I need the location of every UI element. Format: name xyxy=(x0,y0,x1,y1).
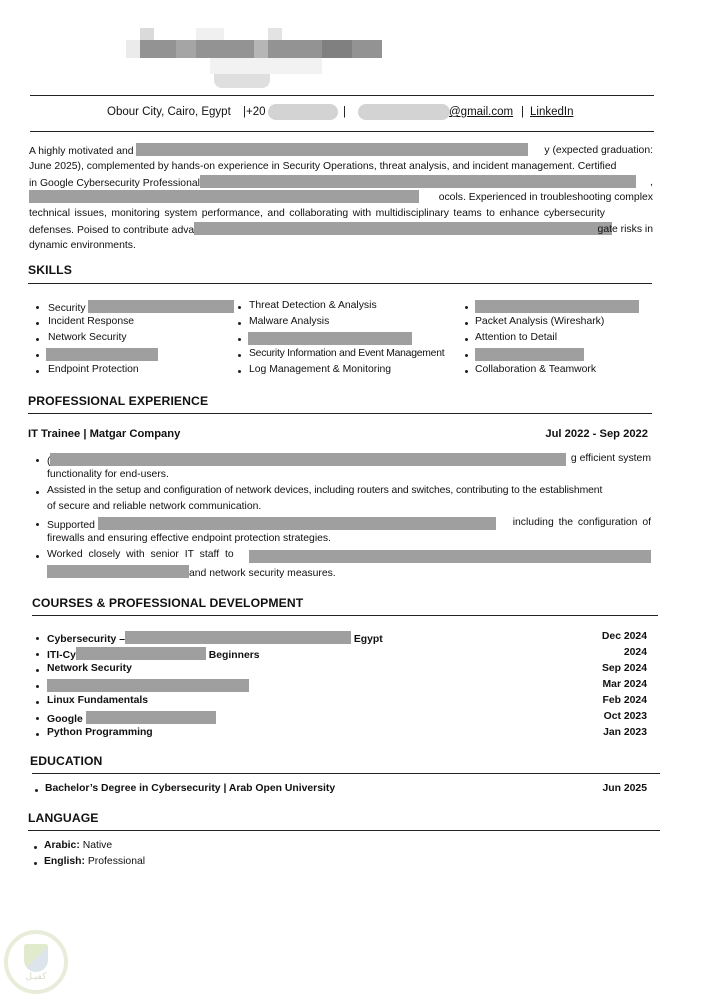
redaction xyxy=(136,143,528,156)
bullet-dot xyxy=(36,637,39,640)
redaction xyxy=(29,190,419,203)
bullet-dot xyxy=(36,370,39,373)
redaction xyxy=(200,175,636,188)
skill-item xyxy=(46,348,158,362)
course-item: Python Programming xyxy=(47,727,153,738)
language-item: Arabic: Native xyxy=(44,840,113,851)
language-item: English: Professional xyxy=(44,856,146,867)
bullet-dot xyxy=(36,459,39,462)
job-bullet: Assisted in the setup and configuration of network devices, including routers and switches, contributing to the establishment xyxy=(47,485,603,496)
job-bullet-cont: and network security measures. xyxy=(47,565,336,579)
language-rule xyxy=(28,830,660,831)
education-item: Bachelor’s Degree in Cybersecurity | Arab Open University xyxy=(45,783,336,794)
skill-item: Network Security xyxy=(48,332,127,343)
redaction xyxy=(88,300,234,313)
bullet-dot xyxy=(36,306,39,309)
bullet-dot xyxy=(35,789,38,792)
name-redacted xyxy=(126,20,382,92)
section-title-courses: COURSES & PROFESSIONAL DEVELOPMENT xyxy=(32,596,304,610)
bullet-dot xyxy=(36,669,39,672)
summary-line: A highly motivated and y (expected graduation: xyxy=(29,145,653,157)
redaction xyxy=(248,332,412,345)
skills-rule xyxy=(28,283,652,284)
summary-line: June 2025), complemented by hands-on experience in Security Operations, threat analysis, and incident management. Certified xyxy=(29,160,617,172)
bullet-dot xyxy=(34,862,37,865)
bullet-dot xyxy=(238,322,241,325)
skill-item: Security Information and Event Management xyxy=(249,348,445,359)
shield-icon xyxy=(24,944,48,972)
course-date: Sep 2024 xyxy=(601,663,647,674)
contact-location: Obour City, Cairo, Egypt xyxy=(107,106,231,118)
redaction xyxy=(98,517,496,530)
course-date: Feb 2024 xyxy=(602,695,647,706)
job-bullet-cont: of secure and reliable network communication. xyxy=(47,501,262,512)
job-bullet: Worked closely with senior IT staff to xyxy=(47,549,651,560)
bullet-dot xyxy=(238,338,241,341)
bullet-dot xyxy=(36,701,39,704)
redaction xyxy=(194,222,612,235)
bullet-dot xyxy=(238,370,241,373)
course-date: Oct 2023 xyxy=(603,711,647,722)
course-item: ITI-Cy Beginners xyxy=(47,647,260,661)
bullet-dot xyxy=(465,322,468,325)
bullet-dot xyxy=(36,733,39,736)
skill-item: Endpoint Protection xyxy=(48,364,139,375)
education-date: Jun 2025 xyxy=(602,783,647,794)
course-date: Jan 2023 xyxy=(603,727,647,738)
course-date: Dec 2024 xyxy=(601,631,647,642)
bullet-dot xyxy=(465,354,468,357)
bullet-dot xyxy=(36,685,39,688)
email-redacted xyxy=(358,104,450,120)
watermark-text: كفيـل xyxy=(25,972,47,982)
skill-item xyxy=(475,300,639,314)
header-top-rule xyxy=(30,95,654,96)
skill-item: Collaboration & Teamwork xyxy=(475,364,597,375)
course-item xyxy=(47,679,249,693)
redaction xyxy=(46,348,158,361)
bullet-dot xyxy=(36,354,39,357)
redaction xyxy=(86,711,216,724)
job-dates: Jul 2022 - Sep 2022 xyxy=(545,428,648,440)
redaction xyxy=(50,453,566,466)
course-date: Mar 2024 xyxy=(602,679,647,690)
phone-redacted xyxy=(268,104,338,120)
course-item: Linux Fundamentals xyxy=(47,695,149,706)
skill-item: Threat Detection & Analysis xyxy=(249,300,377,311)
bullet-dot xyxy=(36,555,39,558)
course-date: 2024 xyxy=(623,647,647,658)
section-title-skills: SKILLS xyxy=(28,263,72,277)
contact-separator: | xyxy=(343,106,346,118)
skill-item: Attention to Detail xyxy=(475,332,558,343)
professional-summary xyxy=(29,143,653,254)
redaction xyxy=(76,647,206,660)
bullet-dot xyxy=(465,338,468,341)
bullet-dot xyxy=(465,370,468,373)
bullet-dot xyxy=(36,523,39,526)
job-bullet-cont: firewalls and ensuring effective endpoint protection strategies. xyxy=(47,533,331,544)
header-bottom-rule xyxy=(30,131,654,132)
job-title: IT Trainee | Matgar Company xyxy=(28,428,181,440)
courses-rule xyxy=(32,615,658,616)
job-bullet: ( g efficient system xyxy=(47,453,651,467)
watermark-logo xyxy=(4,930,68,994)
skill-item: Security xyxy=(48,300,234,314)
bullet-dot xyxy=(36,338,39,341)
redaction xyxy=(475,300,639,313)
job-bullet-cont: functionality for end-users. xyxy=(47,469,169,480)
bullet-dot xyxy=(238,354,241,357)
course-item: Cybersecurity – Egypt xyxy=(47,631,383,645)
bullet-dot xyxy=(36,491,39,494)
skill-item: Log Management & Monitoring xyxy=(249,364,392,375)
contact-separator-2: | xyxy=(521,106,524,118)
skill-item xyxy=(248,332,412,346)
redaction xyxy=(125,631,351,644)
section-title-experience: PROFESSIONAL EXPERIENCE xyxy=(28,394,209,408)
summary-line: in Google Cybersecurity Professional , xyxy=(29,176,653,189)
experience-rule xyxy=(28,413,652,414)
skill-item: Malware Analysis xyxy=(249,316,330,327)
redaction xyxy=(249,550,651,563)
redaction xyxy=(47,679,249,692)
section-title-language: LANGUAGE xyxy=(28,811,99,825)
summary-line: technical issues, monitoring system performance, and collaborating with multidisciplinary teams to enhance cybersecurity xyxy=(29,208,605,220)
job-bullet: Supported including the configuration of xyxy=(47,517,651,531)
course-item: Google xyxy=(47,711,216,725)
summary-line: dynamic environments. xyxy=(29,239,136,251)
redaction xyxy=(47,565,189,578)
bullet-dot xyxy=(238,306,241,309)
section-title-education: EDUCATION xyxy=(30,754,103,768)
bullet-dot xyxy=(36,322,39,325)
summary-line: defenses. Poised to contribute adva gate risks in xyxy=(29,223,653,236)
email-link[interactable]: @gmail.com xyxy=(449,106,514,118)
contact-phone-prefix: |+20 xyxy=(243,106,266,118)
course-item: Network Security xyxy=(47,663,132,674)
education-rule xyxy=(32,773,660,774)
skill-item: Packet Analysis (Wireshark) xyxy=(475,316,605,327)
linkedin-link[interactable]: LinkedIn xyxy=(530,106,574,118)
summary-line: ocols. Experienced in troubleshooting complex xyxy=(29,190,653,206)
bullet-dot xyxy=(465,306,468,309)
skill-item xyxy=(475,348,584,362)
bullet-dot xyxy=(36,717,39,720)
redaction xyxy=(475,348,584,361)
bullet-dot xyxy=(36,653,39,656)
skill-item: Incident Response xyxy=(48,316,135,327)
bullet-dot xyxy=(34,846,37,849)
